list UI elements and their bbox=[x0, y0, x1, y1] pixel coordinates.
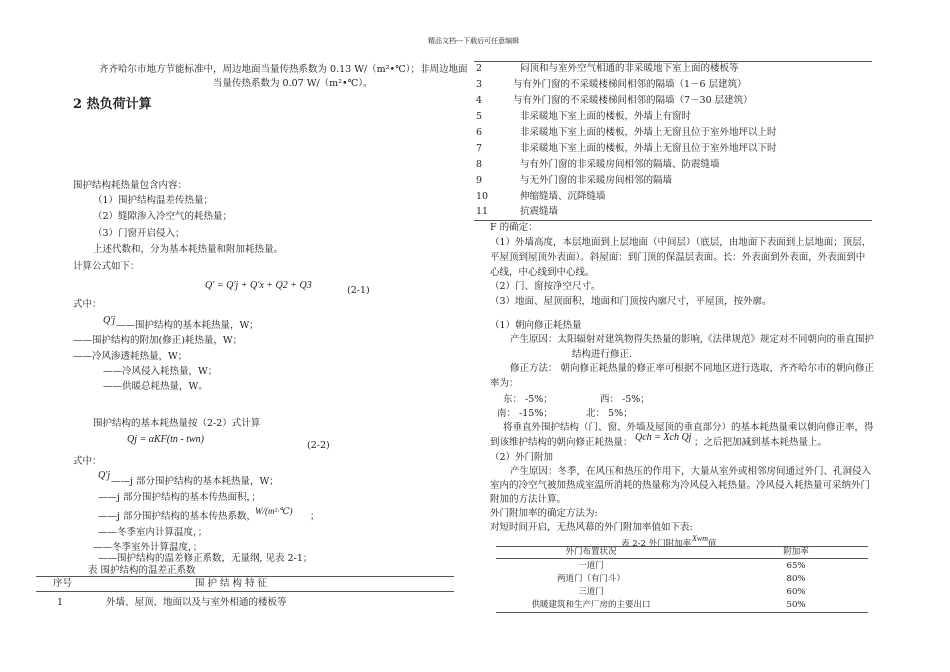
formula-orientation: Qch = Xch Qj bbox=[635, 432, 692, 443]
where-label: 式中： bbox=[73, 299, 102, 310]
table-cell-no: 8 bbox=[476, 159, 483, 170]
definition-item: ——冬季室内计算温度，； bbox=[98, 527, 208, 538]
formula-2-2: Qj = αKF(tn - twn) bbox=[127, 434, 204, 445]
formula-2-1: Q' = Q'j + Q'x + Q2 + Q3 bbox=[205, 280, 312, 291]
definition-item: ——j 部分围护结构的基本耗热量，W； bbox=[111, 476, 279, 487]
table-cell-feature: 与有外门窗的不采暖楼梯间相邻的隔墙（1－6 层建筑） bbox=[513, 79, 747, 90]
paragraph-line: 室内的冷空气被加热成室温所消耗的热量称为冷风侵入耗热量。冷风侵入耗热量可采纳外门 bbox=[490, 480, 871, 491]
symbol-qj: Q'j bbox=[98, 470, 111, 481]
page-header: 精品文档---下载后可任意编辑 bbox=[428, 37, 520, 45]
paragraph-line: ；之后把加减到基本耗热量上。 bbox=[694, 437, 828, 448]
intro-text: 围护结构耗热量包含内容： bbox=[73, 180, 188, 191]
paragraph-line: 修正方法： 朝向修正耗热量的修正率可根据不同地区进行选取，齐齐哈尔市的朝向修正 bbox=[510, 363, 875, 374]
table-rule bbox=[36, 591, 454, 592]
sum-text: 上述代数和，分为基本耗热量和附加耗热量。 bbox=[93, 244, 284, 255]
table-title: 表 围护结构的温差正系数 bbox=[88, 565, 196, 576]
table-cell-feature: 外墙、屋顶、地面以及与室外相通的楼板等 bbox=[106, 597, 287, 608]
table-cell-feature: 抗震缝墙 bbox=[520, 206, 559, 217]
list-item: （1）围护结构温差传热量； bbox=[93, 195, 214, 206]
f-definition-title: F 的确定： bbox=[490, 222, 538, 233]
formula-label: 计算公式如下： bbox=[73, 261, 140, 272]
list-item: （2）缝隙渗入冷空气的耗热量； bbox=[93, 211, 233, 222]
table-cell-no: 10 bbox=[476, 191, 489, 202]
definition-item: ——围护结构的温差修正系数，无量纲, 见表 2-1； bbox=[98, 553, 313, 564]
paragraph-line: （3）地面、屋顶面积，地面和门顶按内廓尺寸，平屋顶，按外廓。 bbox=[490, 296, 772, 307]
paragraph-line: 附加的方法计算。 bbox=[490, 494, 567, 505]
table2-cell-key: 一道门 bbox=[578, 561, 604, 571]
definition-item: ——围护结构的附加(修正)耗热量，W； bbox=[73, 335, 243, 346]
table-rule bbox=[496, 612, 868, 613]
definition-item: ——冬季室外计算温度，； bbox=[93, 542, 203, 553]
door-title: （2）外门附加 bbox=[490, 452, 554, 463]
paragraph-line: 结构进行修正. bbox=[572, 349, 633, 360]
paragraph-line: 对短时间开启，无热风幕的外门附加率值如下表: bbox=[490, 522, 693, 533]
section-heading: 2 热负荷计算 bbox=[73, 97, 152, 112]
definition-end: ； bbox=[310, 511, 320, 522]
table-cell-no: 6 bbox=[476, 127, 483, 138]
paragraph-line: （1）外墙高度，本层地面到上层地面（中间层）（底层，由地面下表面到上层地面；顶层， bbox=[490, 237, 872, 248]
table2-header-value: 附加率 bbox=[783, 547, 809, 557]
orientation-west: 西： -5%； bbox=[600, 394, 650, 405]
table2-title: 表 2-2 外门附加率 bbox=[621, 539, 692, 549]
table-cell-no: 4 bbox=[476, 95, 483, 106]
table-cell-feature: 非采暖地下室上面的楼板，外墙上无窗且位于室外地坪以上时 bbox=[520, 127, 777, 138]
equation-number: (2-1) bbox=[347, 285, 370, 296]
definition-item: ——供暖总耗热量，W。 bbox=[103, 381, 208, 392]
table-rule bbox=[496, 558, 868, 559]
definition-item: ——冷风渗透耗热量，W； bbox=[73, 351, 188, 362]
unit-w-per-m2c: W/(m²·℃) bbox=[255, 506, 293, 516]
paragraph-line: 外门附加率的确定方法为: bbox=[490, 508, 598, 519]
table-cell-no: 9 bbox=[476, 175, 483, 186]
paragraph-line: 心线，中心线到中心线。 bbox=[490, 267, 595, 278]
definition-item: ——冷风侵入耗热量，W； bbox=[103, 366, 218, 377]
table-cell-no: 5 bbox=[476, 111, 483, 122]
table-header-feature: 围 护 结 构 特 征 bbox=[195, 578, 268, 589]
table2-cell-value: 50% bbox=[786, 600, 806, 610]
symbol-qj: Q'j bbox=[103, 315, 116, 326]
table-cell-feature: 与有外门窗的非采暖房间相邻的隔墙、防震缝墙 bbox=[520, 159, 720, 170]
basic-heat-text: 围护结构的基本耗热量按（2-2）式计算 bbox=[93, 418, 261, 429]
paragraph-ground-coefficient: 齐齐哈尔市地方节能标准中，周边地面当量传热系数为 0.13 W/（m²•℃）；非周边地面 bbox=[99, 64, 468, 75]
table2-cell-key: 三道门 bbox=[578, 587, 604, 597]
orientation-south: 南： -15%； bbox=[497, 408, 553, 419]
table-cell-feature: 与有外门窗的不采暖楼梯间相邻的隔墙（7－30 层建筑） bbox=[513, 95, 753, 106]
paragraph-line: 产生原因：太阳辐射对建筑物得失热量的影响,《法律规范》规定对不同朝向的垂直围护 bbox=[510, 334, 875, 345]
equation-number: (2-2) bbox=[307, 440, 330, 451]
table-cell-no: 2 bbox=[476, 63, 483, 74]
orientation-title: （1）朝向修正耗热量 bbox=[490, 320, 582, 331]
table-cell-no: 3 bbox=[476, 79, 483, 90]
paragraph-ground-coefficient-cont: 当量传热系数为 0.07 W/（m²•℃）。 bbox=[213, 78, 373, 89]
table2-title-end: 值 bbox=[708, 539, 717, 549]
orientation-north: 北： 5%； bbox=[586, 408, 633, 419]
table-cell-no: 11 bbox=[476, 206, 489, 217]
table2-cell-value: 60% bbox=[786, 587, 806, 597]
table-rule bbox=[474, 220, 872, 221]
list-item: （3）门窗开启侵入； bbox=[93, 228, 185, 239]
table2-cell-key: 两道门（有门斗） bbox=[556, 574, 625, 584]
table2-symbol: Xwm bbox=[692, 534, 708, 543]
table-rule bbox=[474, 61, 872, 62]
table-rule bbox=[36, 576, 454, 577]
table2-cell-key: 供暖建筑和生产厂房的主要出口 bbox=[531, 600, 651, 610]
table2-cell-value: 80% bbox=[786, 574, 806, 584]
definition-item: ——j 部分围护结构的基本传热系数， bbox=[98, 511, 256, 522]
orientation-east: 东： -5%； bbox=[503, 394, 553, 405]
definition-item: ——围护结构的基本耗热量，W； bbox=[116, 320, 259, 331]
definition-item: ——j 部分围护结构的基本传热面积，； bbox=[98, 492, 261, 503]
paragraph-line: 产生原因：冬季，在风压和热压的作用下，大量从室外或相邻房间通过外门、孔洞侵入 bbox=[510, 466, 872, 477]
table-cell-feature: 闷顶和与室外空气相通的非采暖地下室上面的楼板等 bbox=[520, 63, 739, 74]
where-label: 式中： bbox=[73, 456, 102, 467]
table-cell-no: 7 bbox=[476, 143, 483, 154]
table-cell-feature: 非采暖地下室上面的楼板，外墙上有窗时 bbox=[520, 111, 692, 122]
table2-cell-value: 65% bbox=[786, 561, 806, 571]
paragraph-line: 平屋顶到屋顶外表面）。斜屋面：到门顶的保温层表面。长：外表面到外表面，外表面到中 bbox=[490, 252, 866, 263]
paragraph-line: 率为： bbox=[490, 378, 519, 389]
table-cell-no: 1 bbox=[57, 597, 64, 608]
paragraph-line: （2）门、窗按净空尺寸。 bbox=[490, 281, 601, 292]
table-cell-feature: 伸缩缝墙、沉降缝墙 bbox=[520, 191, 606, 202]
table2-header-key: 外门布置状况 bbox=[565, 547, 617, 557]
paragraph-line: 到该维护结构的朝向修正耗热量： bbox=[490, 437, 633, 448]
paragraph-line: 将垂直外围护结构（门、窗、外墙及屋顶的垂直部分）的基本耗热量乘以朝向修正率，得 bbox=[503, 422, 874, 433]
table-header-no: 序号 bbox=[53, 578, 73, 589]
table-cell-feature: 非采暖地下室上面的楼板，外墙上无窗且位于室外地坪以下时 bbox=[520, 143, 777, 154]
table-cell-feature: 与无外门窗的非采暖房间相邻的隔墙 bbox=[520, 175, 673, 186]
